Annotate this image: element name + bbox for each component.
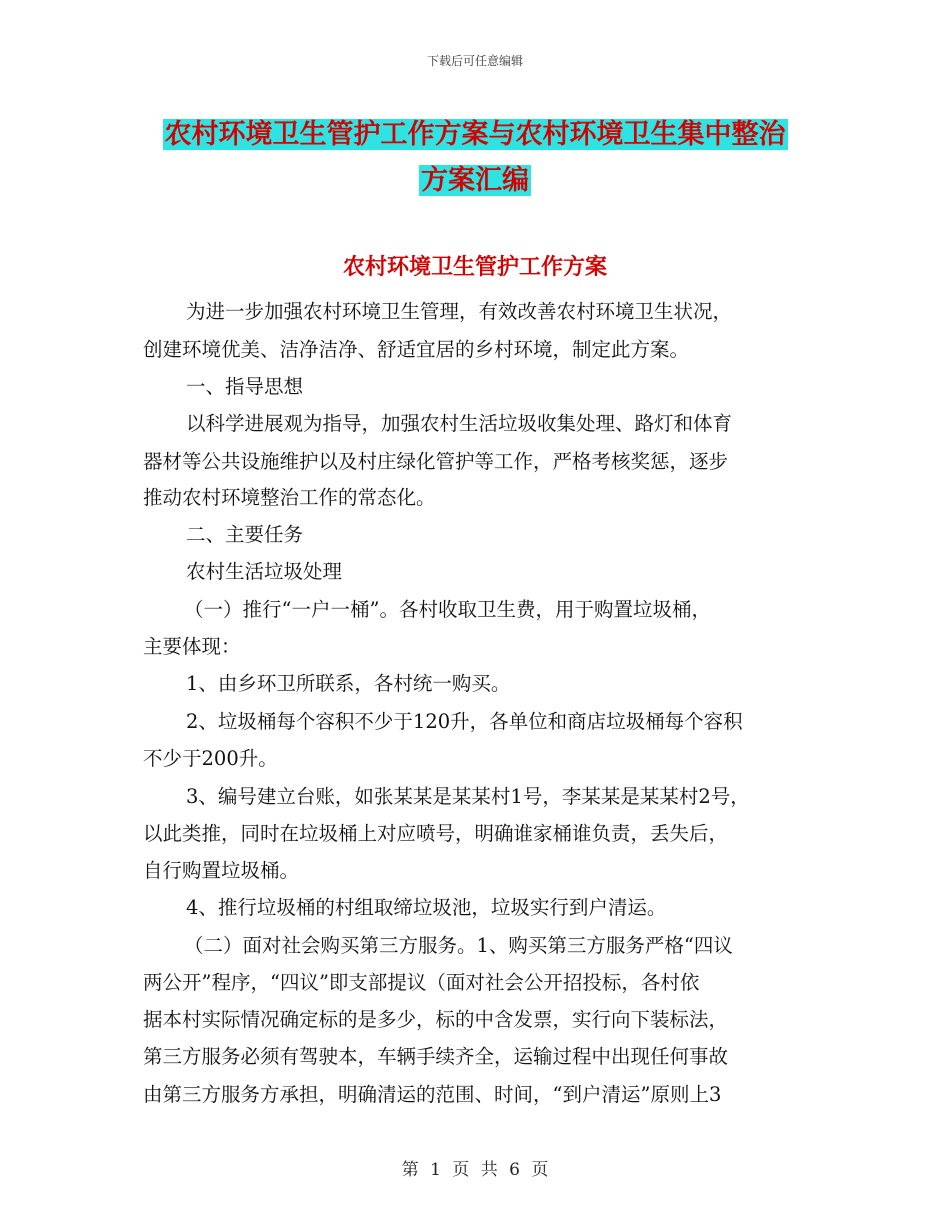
body-line: 为进一步加强农村环境卫生管理，有效改善农村环境卫生状况， [186, 300, 733, 323]
body-line: 一、指导思想 [186, 375, 304, 398]
body-line: 创建环境优美、洁净洁净、舒适宜居的乡村环境，制定此方案。 [143, 338, 690, 361]
body-line: 3、编号建立台账，如张某某是某某村1号，李某某是某某村2号， [186, 785, 750, 808]
body-line: 两公开”程序，“四议”即支部提议（面对社会公开招投标，各村依 [143, 971, 700, 994]
body-line: 以此类推，同时在垃圾桶上对应喷号，明确谁家桶谁负责，丢失后， [143, 822, 729, 845]
body-line: 由第三方服务方承担，明确清运的范围、时间，“到户清运”原则上3 [143, 1083, 722, 1106]
body-line: （二）面对社会购买第三方服务。1、购买第三方服务严格“四议 [184, 934, 733, 957]
body-line: 二、主要任务 [186, 523, 304, 546]
body-line: 推动农村环境整治工作的常态化。 [143, 486, 436, 509]
body-line: 以科学进展观为指导，加强农村生活垃圾收集处理、路灯和体育 [186, 412, 733, 435]
body-line: 第三方服务必须有驾驶本，车辆手续齐全，运输过程中出现任何事故 [143, 1045, 729, 1068]
document-title-line-2: 方案汇编 [421, 165, 529, 196]
body-line: 2、垃圾桶每个容积不少于120升，各单位和商店垃圾桶每个容积 [186, 710, 743, 733]
body-line: 不少于200升。 [143, 747, 278, 770]
body-line: 据本村实际情况确定标的是多少，标的中含发票，实行向下装标法， [143, 1008, 729, 1031]
body-line: 农村生活垃圾处理 [186, 560, 343, 583]
page-footer: 第 1 页 共 6 页 [401, 1160, 549, 1180]
body-line: 自行购置垃圾桶。 [143, 859, 300, 882]
body-line: 主要体现： [143, 635, 241, 658]
document-title-line-1: 农村环境卫生管护工作方案与农村环境卫生集中整治 [164, 119, 786, 150]
body-line: 1、由乡环卫所联系，各村统一购买。 [186, 672, 511, 695]
body-line: 4、推行垃圾桶的村组取缔垃圾池，垃圾实行到户清运。 [186, 896, 667, 919]
body-line: 器材等公共设施维护以及村庄绿化管护等工作，严格考核奖惩，逐步 [143, 450, 729, 473]
section-title: 农村环境卫生管护工作方案 [342, 255, 607, 280]
body-line: （一）推行“一户一桶”。各村收取卫生费，用于购置垃圾桶， [184, 598, 711, 621]
page-header: 下载后可任意编辑 [426, 54, 523, 68]
